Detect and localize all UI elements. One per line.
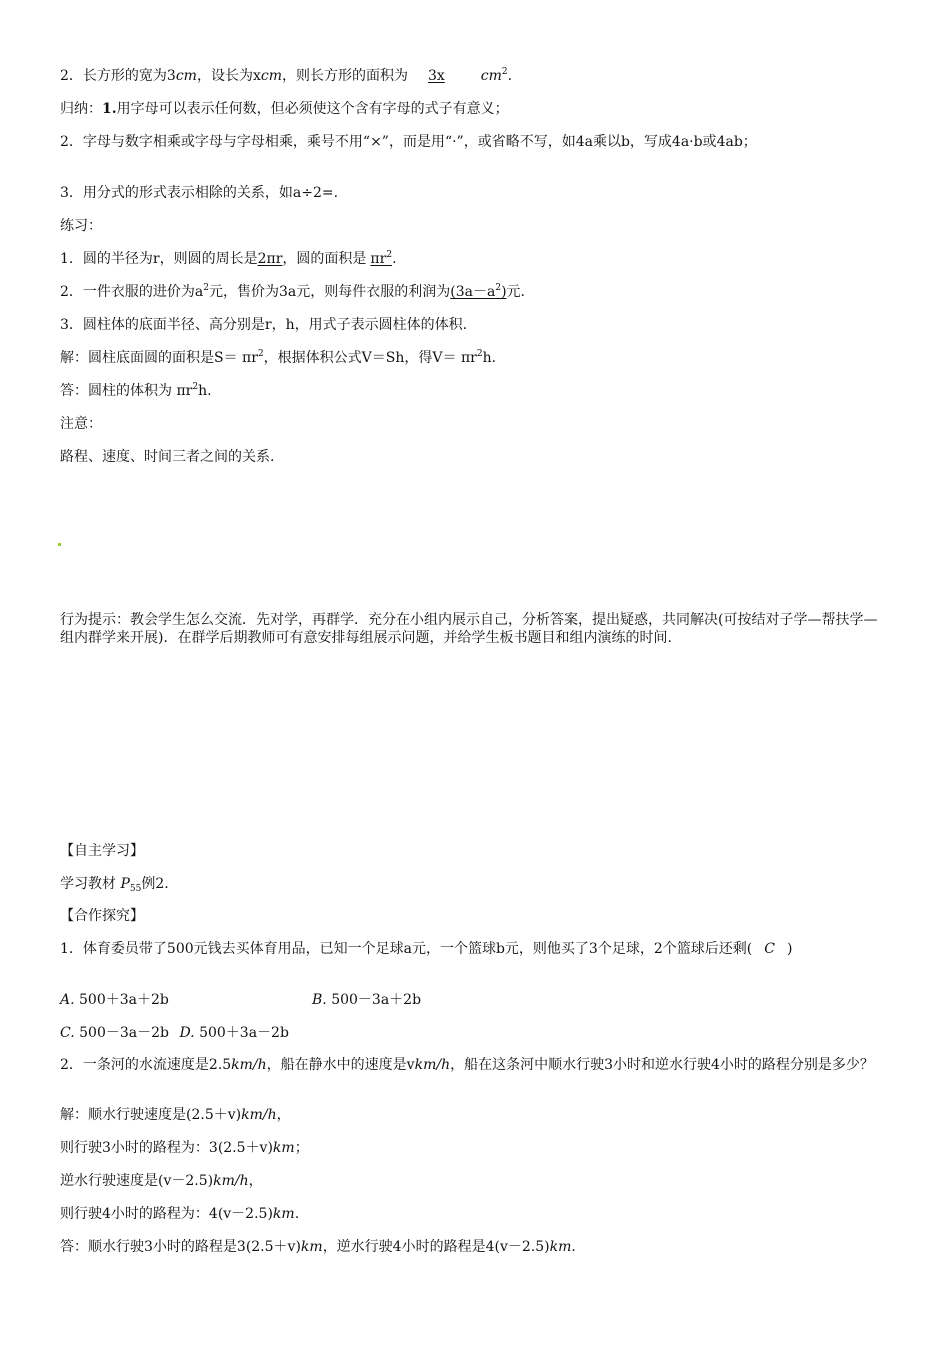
unit: km/h xyxy=(231,1057,267,1073)
practice-1 xyxy=(60,250,890,268)
cooperative-heading: 【合作探究】 xyxy=(60,908,144,924)
unit: km xyxy=(300,1239,323,1255)
answer: πr xyxy=(370,251,387,267)
text: 元，售价为3a元，则每件衣服的利润为 xyxy=(209,284,451,300)
text: h. xyxy=(482,350,497,366)
answer-blank xyxy=(408,68,481,84)
options-row-2 xyxy=(60,1024,890,1042)
text: ，逆水行驶4小时的路程是4(v－2.5) xyxy=(322,1239,550,1255)
text: 归纳： xyxy=(60,101,102,117)
text: ，则长方形的面积为 xyxy=(281,68,408,84)
answer-line xyxy=(60,382,890,400)
self-study-text xyxy=(60,875,890,893)
option-b-label: B. xyxy=(312,992,327,1008)
unit: km xyxy=(272,1206,295,1222)
text: 学习教材 xyxy=(60,876,116,892)
text: ， xyxy=(276,1107,291,1123)
text: 1．圆的半径为r，则圆的周长是 xyxy=(60,251,258,267)
text: 答：圆柱的体积为 πr xyxy=(60,383,193,399)
unit: km/h xyxy=(241,1107,277,1123)
problem-rectangle-area xyxy=(60,67,890,85)
summary-line-3: 3．用分式的形式表示相除的关系，如a÷2=. xyxy=(60,185,339,201)
text: ，船在静水中的速度是v xyxy=(266,1057,415,1073)
summary-line-1 xyxy=(60,100,890,118)
text: 逆水行驶速度是(v－2.5) xyxy=(60,1173,214,1189)
solution-2-line-2 xyxy=(60,1139,890,1157)
text: 2．长方形的宽为3 xyxy=(60,68,176,84)
unit: km/h xyxy=(414,1057,451,1073)
text: 答：顺水行驶3小时的路程是3(2.5＋v) xyxy=(60,1239,301,1255)
superscript: 2 xyxy=(386,250,393,260)
text: 解：顺水行驶速度是(2.5＋v) xyxy=(60,1107,242,1123)
page-symbol: P xyxy=(120,876,130,892)
text: . xyxy=(294,1206,300,1222)
option-b-text: 500－3a＋2b xyxy=(331,992,422,1008)
answer: 2πr xyxy=(257,251,283,267)
text: 例2. xyxy=(141,876,169,892)
practice-2 xyxy=(60,283,890,301)
text: 则行驶4小时的路程为：4(v－2.5) xyxy=(60,1206,273,1222)
option-c-text: 500－3a－2b xyxy=(79,1025,169,1041)
option-d-text: 500＋3a－2b xyxy=(199,1025,289,1041)
solution-2-line-4 xyxy=(60,1205,890,1223)
options-row-1 xyxy=(60,991,890,1009)
option-a-label: A. xyxy=(60,992,75,1008)
behavior-hint: 行为提示：教会学生怎么交流．先对学，再群学．充分在小组内展示自己，分析答案，提出疑惑，共同解决(可按结对子学—帮扶学—组内群学来开展)．在群学后期教师可有意安排每组展示问题，并给学生板书题目和组内演练的时间. xyxy=(60,612,878,646)
superscript: 2 xyxy=(192,382,199,392)
superscript: 2 xyxy=(501,67,508,77)
unit: km/h xyxy=(213,1173,249,1189)
option-c-label: C. xyxy=(60,1025,75,1041)
unit: cm xyxy=(260,68,282,84)
text: . xyxy=(392,251,397,267)
text: ，根据体积公式V＝Sh，得V＝ πr xyxy=(263,350,477,366)
unit: km xyxy=(549,1239,572,1255)
question-1 xyxy=(60,940,890,958)
text: . xyxy=(571,1239,576,1255)
note-heading: 注意： xyxy=(60,416,102,432)
superscript: 2 xyxy=(257,349,264,359)
text: 1．体育委员带了500元钱去买体育用品，已知一个足球a元，一个篮球b元，则他买了3个足球，2个篮球后还剩( xyxy=(60,941,753,957)
unit: km xyxy=(272,1140,295,1156)
superscript: 2 xyxy=(203,283,209,293)
answer: 3x xyxy=(427,68,445,84)
answer-blank xyxy=(366,251,392,267)
superscript: 2 xyxy=(476,349,483,359)
answer: (3a－a xyxy=(450,284,496,300)
text: ，设长为x xyxy=(196,68,261,84)
text: . xyxy=(507,68,513,84)
answer-2-line xyxy=(60,1238,890,1256)
text: 2．一件衣服的进价为a xyxy=(60,284,204,300)
text: 元. xyxy=(506,284,525,300)
text: 2．一条河的水流速度是2.5 xyxy=(60,1057,232,1073)
solution-2-line-1 xyxy=(60,1106,890,1124)
option-d-label: D. xyxy=(179,1025,195,1041)
solution-2-line-3 xyxy=(60,1172,890,1190)
text: ，圆的面积是 xyxy=(282,251,367,267)
text: 则行驶3小时的路程为：3(2.5＋v) xyxy=(60,1140,273,1156)
answer: C xyxy=(764,941,775,957)
superscript: 2 xyxy=(495,283,502,293)
text: ； xyxy=(294,1140,309,1156)
text: 解：圆柱底面圆的面积是S＝ πr xyxy=(60,350,258,366)
option-a-text: 500＋3a＋2b xyxy=(79,992,169,1008)
text: 用字母可以表示任何数，但必须使这个含有字母的式子有意义； xyxy=(116,101,509,117)
number: 1. xyxy=(102,101,117,117)
text: ，船在这条河中顺水行驶3小时和逆水行驶4小时的路程分别是多少？ xyxy=(450,1057,874,1073)
summary-line-2: 2．字母与数字相乘或字母与字母相乘，乘号不用“×”，而是用“·”，或省略不写，如4a乘以b，写成4a·b或4ab； xyxy=(60,134,757,150)
question-2 xyxy=(60,1056,890,1074)
subscript: 55 xyxy=(129,884,142,894)
solution-line xyxy=(60,349,890,367)
text: ) xyxy=(786,941,793,957)
unit: cm xyxy=(175,68,197,84)
green-dot-mark xyxy=(58,543,61,546)
unit: cm xyxy=(480,68,502,84)
answer: ) xyxy=(501,284,507,300)
note-text: 路程、速度、时间三者之间的关系. xyxy=(60,449,275,465)
self-study-heading: 【自主学习】 xyxy=(60,843,144,859)
text: h. xyxy=(198,383,212,399)
answer-blank xyxy=(450,284,506,300)
practice-3: 3．圆柱体的底面半径、高分别是r，h，用式子表示圆柱体的体积. xyxy=(60,317,468,333)
text: ， xyxy=(248,1173,263,1189)
practice-heading: 练习： xyxy=(60,218,102,234)
